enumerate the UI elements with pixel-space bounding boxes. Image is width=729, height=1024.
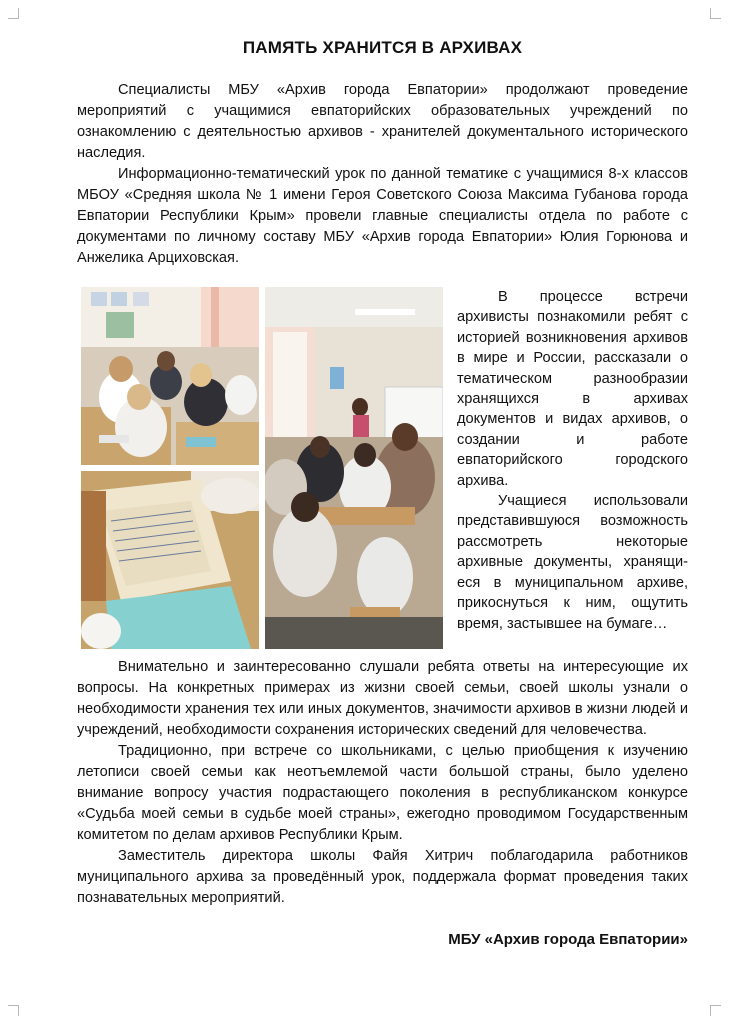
paragraph-contest: Традиционно, при встрече со школьниками, с целью приобщения к изучению летописи своей семьи как неотъемлемой части большой страны, было уделено внимание вопросу участия подрастающего поколения в республиканском конкурсе «Судьба моей семьи в судьбе моей страны», ежегодно проводимом Государственным комитетом по делам архивов Республики Крым. [77, 743, 688, 843]
article [77, 38, 688, 948]
crop-mark-bottom-left [8, 1005, 19, 1016]
side-text [457, 287, 688, 649]
paragraph-intro: Специалисты МБУ «Архив города Евпатории» продолжают проведение мероприятий с учащимися евпаторийских образовательных учреждений по ознакомлению с деятельностью архивов - хранителей документального исторического наследия. [77, 82, 688, 161]
crop-mark-top-left [8, 8, 19, 19]
photo-text-block [77, 287, 688, 649]
paragraph-documents: Учащиеся использовали представившуюся возможность рассмотреть некоторые архивные документы, хранящиеся в муниципальном архиве, прикоснуться к ним, ощутить время, застывшее на бумаге… [457, 493, 688, 632]
crop-mark-top-right [710, 8, 721, 19]
paragraph-lesson: Информационно-тематический урок по данной тематике с учащимися 8-х классов МБОУ «Средняя школа № 1 имени Героя Советского Союза Максима Губанова города Евпатории Республики Крым» провели главные специалисты отдела по работе с документами по личному составу МБУ «Архив города Евпатории» Юлия Горюнова и Анжелика Арциховская. [77, 166, 688, 266]
article-title: ПАМЯТЬ ХРАНИТСЯ В АРХИВАХ [242, 38, 523, 57]
classroom-students-photo [81, 287, 259, 465]
paragraph-thanks: Заместитель директора школы Файя Хитрич поблагодарила работников муниципального архива за проведённый урок, поддержала формат проведения таких познавательных мероприятий. [77, 848, 688, 906]
paragraph-questions: Внимательно и заинтересованно слушали ребята ответы на интересующие их вопросы. На конкретных примерах из жизни своей семьи, своей школы узнали о необходимости хранения тех или иных документов, значимости архивов в жизни людей и учреждений, необходимости сохранения исторических сведений для человечества. [77, 659, 688, 738]
paragraph-meeting: В процессе встречи архивисты познакомили ребят с историей возникновения архивов в мире и России, рассказали о тематическом разнообразии хранящихся в архивах документов и видах архивов, о создании и работе евпаторийского городского архива. [457, 289, 688, 489]
lecturer-classroom-photo [265, 287, 443, 649]
crop-mark-bottom-right [710, 1005, 721, 1016]
signature: МБУ «Архив города Евпатории» [448, 931, 688, 948]
photo-collage [81, 287, 443, 649]
archive-document-photo [81, 471, 259, 649]
